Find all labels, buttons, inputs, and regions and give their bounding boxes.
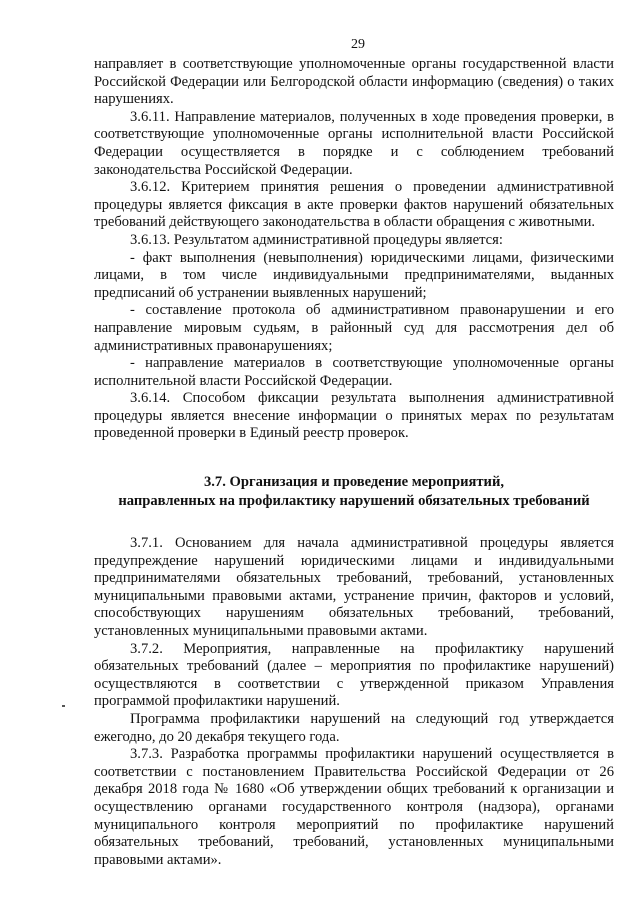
section-heading-line-1: 3.7. Организация и проведение мероприятий, <box>203 474 505 491</box>
page-number: 29 <box>351 37 365 52</box>
list-item-protocol: - составление протокола об административном правонарушении и его направление мировым судьям, в районный суд для рассмотрения дел об административных правонарушениях; <box>94 302 614 354</box>
section-heading-line-2: направленных на профилактику нарушений обязательных требований <box>118 493 590 510</box>
section-heading-3-7 <box>94 473 614 511</box>
paragraph-continuation: направляет в соответствующие уполномоченные органы государственной власти Российской Федерации или Белгородской области информацию (сведения) о таких нарушениях. <box>94 56 614 108</box>
margin-mark <box>62 705 65 707</box>
paragraph-3-7-3: 3.7.3. Разработка программы профилактики нарушений осуществляется в соответствии с постановлением Правительства Российской Федерации от 26 декабря 2018 года № 1680 «Об утверждении общих требований к организации и осуществлению органами государственного контроля (надзора), органами муниципального контроля мероприятий по профилактике нарушений обязательных требований, требований, установленных муниципальными правовыми актами». <box>94 746 614 868</box>
list-item-fact: - факт выполнения (невыполнения) юридическими лицами, физическими лицами, в том числе индивидуальными предпринимателями, выданных предписаний об устранении выявленных нарушений; <box>94 249 614 301</box>
top-text-block <box>94 56 614 443</box>
paragraph-3-7-2: 3.7.2. Мероприятия, направленные на профилактику нарушений обязательных требований (далее – мероприятия по профилактике нарушений) осуществляются в соответствии с утвержденной приказом Управления программой профилактики нарушений. <box>94 640 614 710</box>
paragraph-3-6-13: 3.6.13. Результатом административной процедуры является: <box>130 231 503 248</box>
bottom-text-block <box>94 535 614 869</box>
paragraph-3-6-14: 3.6.14. Способом фиксации результата выполнения административной процедуры является внесение информации о принятых мерах по результатам проведенной проверки в Единый реестр проверок. <box>94 390 614 442</box>
paragraph-3-7-1: 3.7.1. Основанием для начала административной процедуры является предупреждение нарушений юридическими лицами и индивидуальными предпринимателями обязательных требований, требований, установленных муниципальными правовыми актами, устранение причин, факторов и условий, способствующих нарушениям обязательных требований, требований, установленных муниципальными правовыми актами. <box>94 535 614 640</box>
paragraph-3-6-11: 3.6.11. Направление материалов, полученных в ходе проведения проверки, в соответствующие уполномоченные органы исполнительной власти Российской Федерации осуществляется в порядке и с соблюдением требований законодательства Российской Федерации. <box>94 108 614 178</box>
document-page <box>94 34 614 869</box>
list-item-materials: - направление материалов в соответствующие уполномоченные органы исполнительной власти Российской Федерации. <box>94 355 614 389</box>
paragraph-3-6-12: 3.6.12. Критерием принятия решения о проведении административной процедуры является фиксация в акте проверки фактов нарушений обязательных требований действующего законодательства в области обращения с животными. <box>94 179 614 231</box>
paragraph-program: Программа профилактики нарушений на следующий год утверждается ежегодно, до 20 декабря текущего года. <box>94 711 614 745</box>
